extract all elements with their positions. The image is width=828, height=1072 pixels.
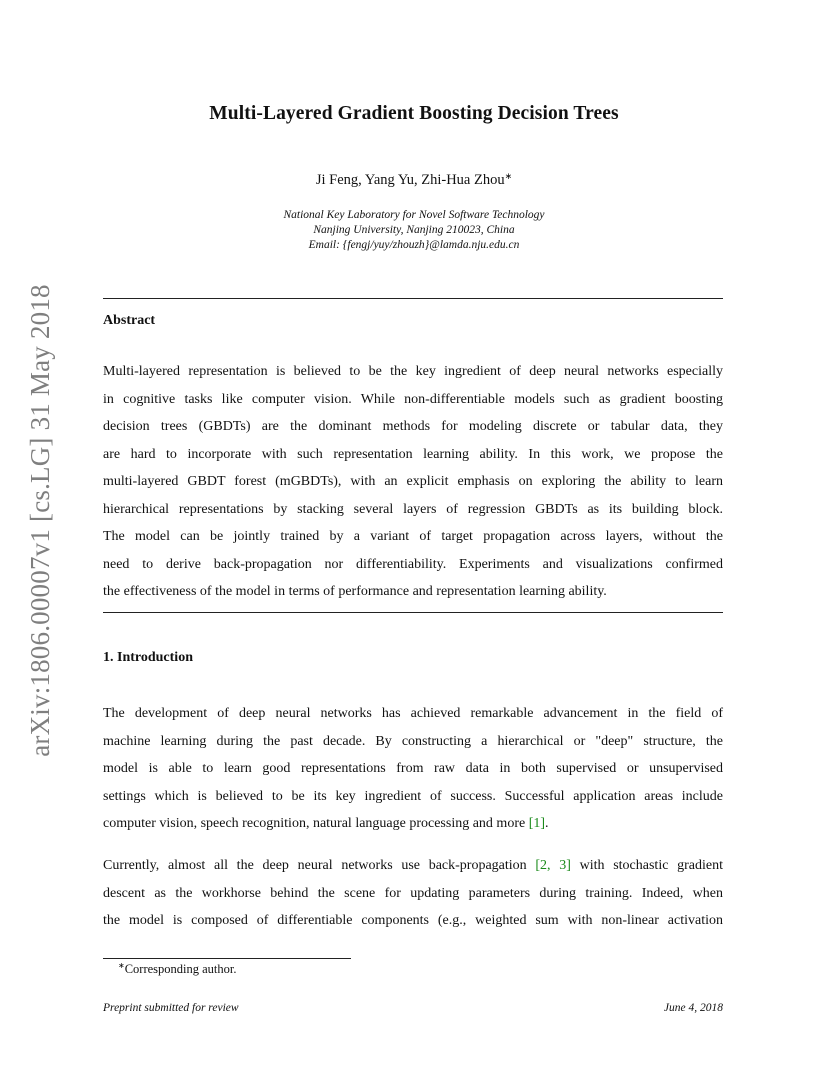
abstract-line: are hard to incorporate with such representation learning ability. In this work, we propose the — [103, 446, 723, 462]
footnote — [118, 961, 237, 977]
intro-line-text: with stochastic gradient — [570, 858, 724, 873]
intro-line — [103, 810, 723, 838]
intro-line: settings which is believed to be its key ingredient of success. Successful application areas include — [103, 788, 723, 804]
affiliation — [0, 208, 828, 253]
abstract-heading: Abstract — [103, 313, 156, 328]
abstract-line: Multi-layered representation is believed to be the key ingredient of deep neural networks especially — [103, 364, 723, 379]
abstract-bottom-rule — [103, 612, 723, 613]
arxiv-side-stamp — [20, 280, 60, 760]
abstract-line: hierarchical representations by stacking several layers of regression GBDTs as its building block. — [103, 501, 723, 517]
intro-line-text: computer vision, speech recognition, natural language processing and more — [103, 816, 529, 831]
footer-preprint-note: Preprint submitted for review — [103, 1002, 239, 1014]
intro-line: the model is composed of differentiable components (e.g., weighted sum with non-linear activation — [103, 913, 723, 928]
citation-link[interactable]: [1] — [528, 816, 546, 831]
intro-paragraph-2 — [103, 852, 723, 935]
footer-date: June 4, 2018 — [663, 1002, 723, 1014]
abstract-line: multi-layered GBDT forest (mGBDTs), with an explicit emphasis on exploring the ability to learn — [103, 474, 723, 489]
arxiv-identifier: arXiv:1806.00007v1 [cs.LG] 31 May 2018 — [24, 283, 55, 757]
intro-paragraph-1 — [103, 700, 723, 838]
footnote-rule — [103, 958, 351, 959]
footnote-text: Corresponding author. — [124, 962, 237, 976]
abstract-line: the effectiveness of the model in terms of performance and representation learning ability. — [103, 584, 607, 599]
affiliation-line-1: National Key Laboratory for Novel Software Technology — [283, 209, 545, 221]
abstract-line: decision trees (GBDTs) are the dominant methods for modeling discrete or tabular data, they — [103, 419, 723, 434]
abstract-line: need to derive back-propagation nor differentiability. Experiments and visualizations confirmed — [103, 556, 723, 572]
intro-line: machine learning during the past decade. By constructing a hierarchical or "deep" structure, the — [103, 733, 723, 749]
author-list — [0, 171, 828, 189]
intro-line: descent as the workhorse behind the scene for updating parameters during training. Indeed, when — [103, 885, 723, 901]
intro-line-text: Currently, almost all the deep neural networks use back-propagation — [103, 858, 536, 873]
affiliation-line-2: Nanjing University, Nanjing 210023, China — [313, 224, 515, 236]
abstract-top-rule — [103, 298, 723, 299]
affiliation-email: Email: {fengj/yuy/zhouzh}@lamda.nju.edu.cn — [308, 239, 520, 251]
author-footnote-mark: ∗ — [504, 171, 513, 181]
abstract-line: The model can be jointly trained by a variant of target propagation across layers, without the — [103, 529, 723, 544]
footnote-mark: ∗ — [118, 961, 125, 970]
abstract-line: in cognitive tasks like computer vision. While non-differentiable models such as gradient boosting — [103, 391, 723, 407]
intro-line: The development of deep neural networks has achieved remarkable advancement in the field of — [103, 706, 723, 721]
intro-line-end: . — [545, 816, 549, 831]
intro-line: model is able to learn good representations from raw data in both supervised or unsupervised — [103, 761, 723, 776]
abstract-body — [103, 358, 723, 606]
introduction-heading: 1. Introduction — [103, 650, 193, 665]
citation-link[interactable]: [2, 3] — [535, 858, 571, 873]
paper-title: Multi-Layered Gradient Boosting Decision Trees — [209, 103, 619, 124]
intro-line — [103, 852, 723, 880]
author-names: Ji Feng, Yang Yu, Zhi-Hua Zhou — [315, 172, 505, 188]
